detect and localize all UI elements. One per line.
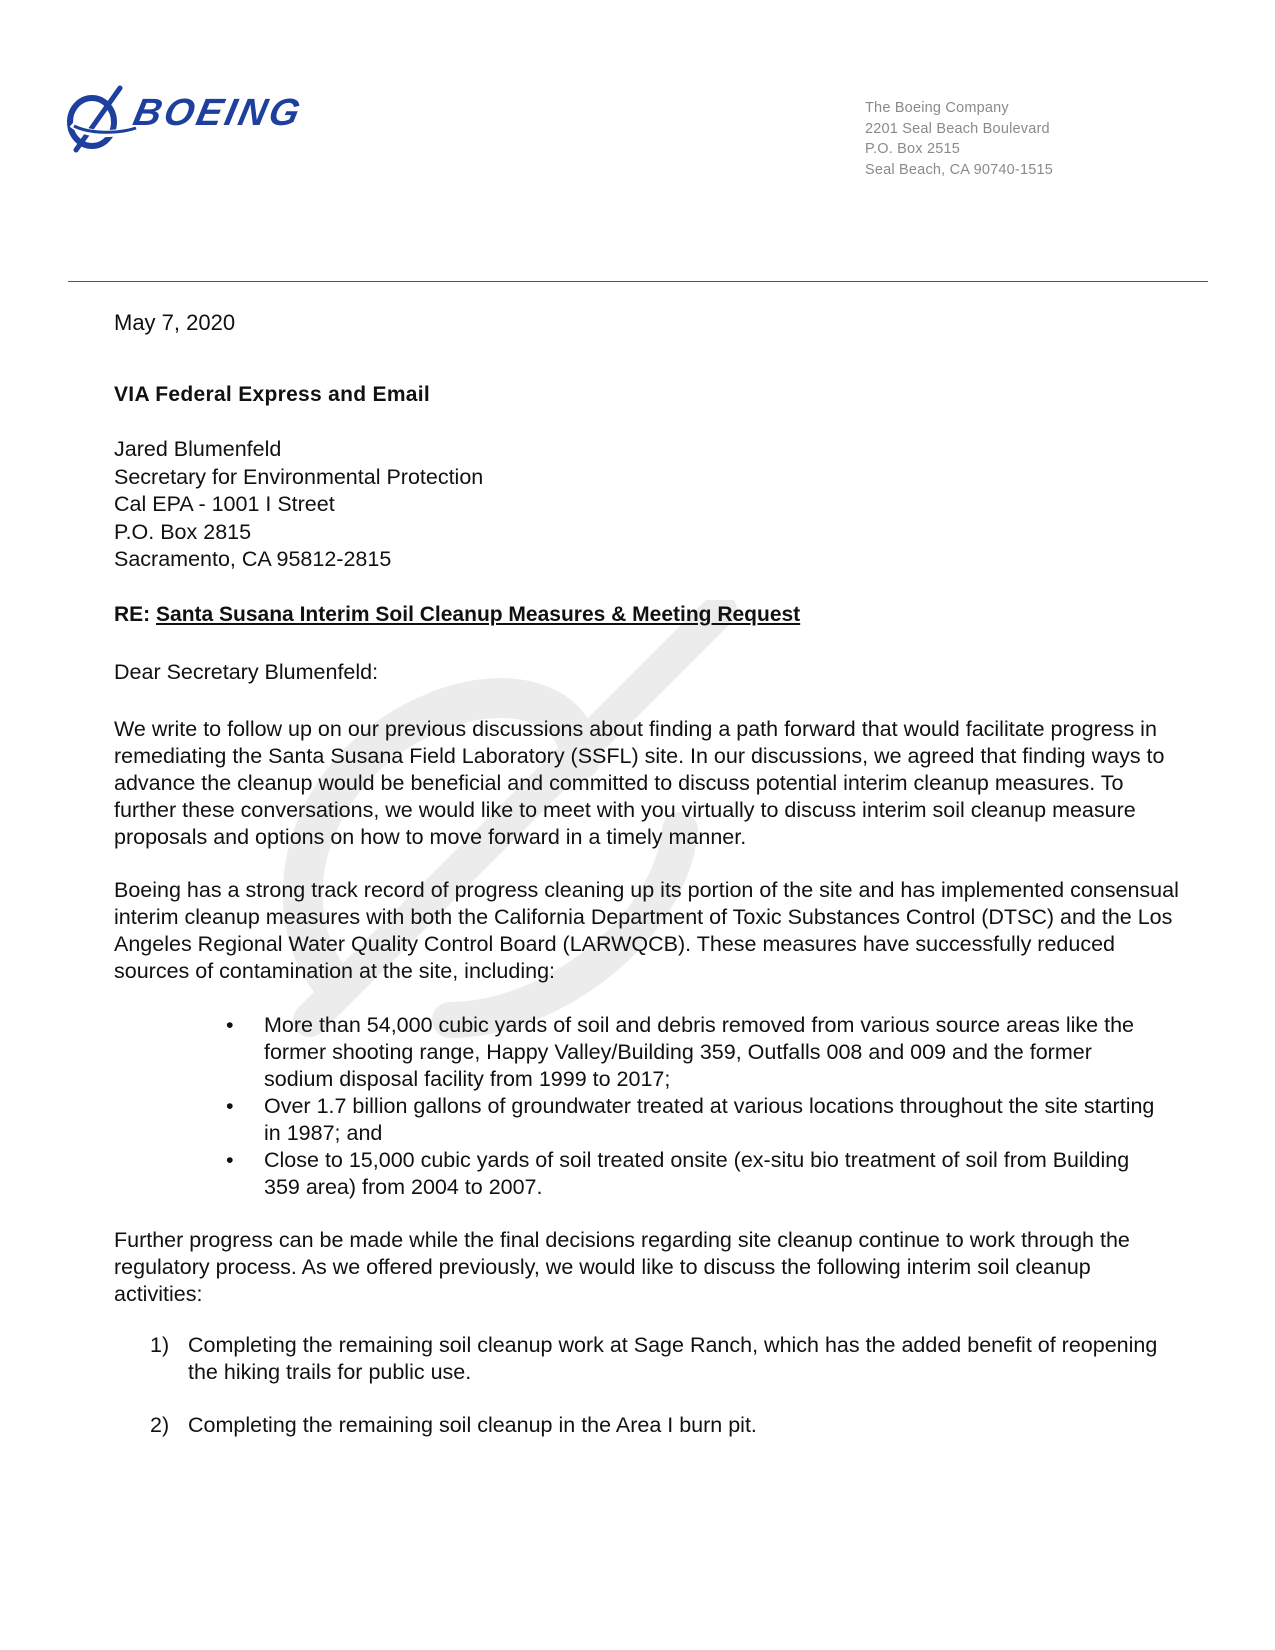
letter-date: May 7, 2020 [114,310,236,335]
list-number: 1) [150,1333,170,1357]
address-line: P.O. Box 2515 [865,141,961,157]
salutation: Dear Secretary Blumenfeld: [114,660,379,684]
list-item [150,1332,1180,1386]
recipient-line: Jared Blumenfeld [114,437,282,461]
body-paragraph: Boeing has a strong track record of progress cleaning up its portion of the site and has implemented consensual interim cleanup measures with both the California Department of Toxic Substances Control (DTSC) and the Los Angeles Regional Water Quality Control Board (LARWQCB). These measures have successfully reduced sources of contamination at the site, including: [114,878,1179,983]
list-item-text: Close to 15,000 cubic yards of soil treated onsite (ex-situ bio treatment of soil from Building 359 area) from 2004 to 2007. [264,1148,1130,1199]
list-item [226,1093,1166,1147]
list-item [150,1412,1180,1439]
body-paragraph: We write to follow up on our previous discussions about finding a path forward that would facilitate progress in remediating the Santa Susana Field Laboratory (SSFL) site. In our discussions, we agreed that finding ways to advance the cleanup would be beneficial and committed to discuss potential interim cleanup measures. To further these conversations, we would like to meet with you virtually to discuss interim soil cleanup measure proposals and options on how to move forward in a timely manner. [114,717,1165,849]
recipient-line: P.O. Box 2815 [114,519,252,544]
subject-text: Santa Susana Interim Soil Cleanup Measures & Meeting Request [156,603,801,626]
address-line: The Boeing Company [865,100,1009,116]
address-line: 2201 Seal Beach Boulevard [865,120,1050,137]
list-item [226,1147,1166,1201]
list-item [226,1012,1166,1093]
numbered-list [150,1332,1180,1465]
boeing-logo [66,84,366,156]
body-paragraph: Further progress can be made while the final decisions regarding site cleanup continue to work through the regulatory process. As we offered previously, we would like to discuss the following interim soil cleanup activities: [114,1228,1130,1306]
bullet-icon: • [226,1094,234,1118]
address-line: Seal Beach, CA 90740-1515 [865,161,1053,178]
delivery-method: VIA Federal Express and Email [114,383,431,406]
list-item-text: Over 1.7 billion gallons of groundwater treated at various locations throughout the site starting in 1987; and [264,1094,1155,1145]
recipient-address [114,436,483,574]
recipient-line: Sacramento, CA 95812-2815 [114,547,392,571]
company-address [865,98,1053,180]
header-divider [68,281,1208,282]
recipient-line: Cal EPA - 1001 I Street [114,492,335,516]
bullet-icon: • [226,1148,234,1172]
subject-line [114,603,800,627]
re-label: RE: [114,603,151,626]
list-item-text: Completing the remaining soil cleanup in the Area I burn pit. [188,1413,757,1437]
list-item-text: Completing the remaining soil cleanup work at Sage Ranch, which has the added benefit of reopening the hiking trails for public use. [188,1333,1158,1384]
list-number: 2) [150,1413,170,1437]
bullet-list [226,1012,1166,1201]
list-item-text: More than 54,000 cubic yards of soil and debris removed from various source areas like the former shooting range, Happy Valley/Building 359, Outfalls 008 and 009 and the former sodium disposal facility from 1999 to 2017; [264,1013,1134,1091]
boeing-logo-text: BOEING [129,92,307,134]
recipient-line: Secretary for Environmental Protection [114,464,484,489]
bullet-icon: • [226,1013,234,1037]
